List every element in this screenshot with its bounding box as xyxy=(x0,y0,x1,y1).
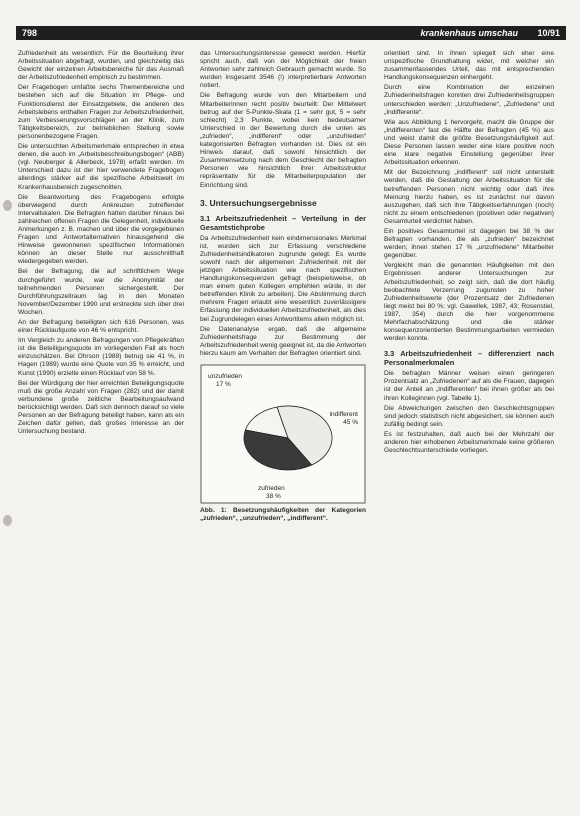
paragraph: Die Datenanalyse ergab, daß die allgemeine Zufriedenheitsfrage zur Bestimmung der Arbeitszufriedenheit wenig geeignet ist, da die Antworten hierzu kaum am Verhalten der Befragten orientiert sind. xyxy=(200,325,366,357)
paragraph: Vergleicht man die genannten Häufigkeiten mit den Ergebnissen anderer Untersuchungen zur Arbeitszufriedenheit, so zeigt sich, daß die dort häufig beobachtete Verzerrung zugunsten zu hoher Zufriedenheitswerte (der Prozentsatz der Zufriedenen liegt meist bei 80 %; vgl. Gawellek, 1987, 43; Rosenstiel, 1987, 354) durch die hier vorgenommene Mehrfachabschätzung und die stärker konsequenzorientierten Bestimmungsarbeiten vermieden werden konnte. xyxy=(384,262,554,343)
paragraph: Zufriedenheit als wesentlich. Für die Beurteilung ihrer Arbeitssituation abgefragt, wurden, und gleichzeitig das Gewicht der einzelnen Arbeitsbereiche für das Ausmaß der Arbeitszufriedenheit empirisch zu bestimmen. xyxy=(18,50,184,82)
binding-hole-mark xyxy=(3,200,12,211)
slice-value-label: 17 % xyxy=(216,381,231,388)
issue-number: 10/91 xyxy=(537,28,560,38)
slice-value-label: 45 % xyxy=(343,419,358,426)
journal-title: krankenhaus umschau xyxy=(420,28,518,38)
paragraph: Ein positives Gesamturteil ist dagegen bei 38 % der Befragten vorhanden, die als „zufrieden“ bezeichnet werden; ihnen stehen 17 % „unzufriedene“ Mitarbeiter gegenüber. xyxy=(384,227,554,260)
section-heading: 3. Untersuchungsergebnisse xyxy=(200,197,317,208)
figure-caption: Abb. 1: Besetzungshäufigkeiten der Kategorien „zufrieden“, „unzufrieden“, „indifferent“. xyxy=(200,507,366,522)
paragraph: Die Beantwortung des Fragebogens erfolgte überwiegend durch Ankreuzen zutreffender Intervallskalen. Die Befragten hatten darüber hinaus bei zahlreichen offenen Fragen die Gelegenheit, individuelle Anmerkungen z. B. machen und über die vorgegebenen Fragen und Antwortalternativen hinausgehend die Hinweise gewonnenen spezifischen Informationen können an dieser Stelle nur ausschnitthaft wiedergegeben werden. xyxy=(18,193,184,266)
paragraph: das Untersuchungsinteresse geweckt werden. Hierfür spricht auch, daß von der Möglichkeit der freien Antworten sehr zahlreich Gebrauch gemacht wurde. So wurden insgesamt 3546 (!) interpretierbare Antworten notiert. xyxy=(200,50,366,90)
text-column-left xyxy=(18,50,184,810)
paragraph: Es ist festzuhalten, daß auch bei der Mehrzahl der anderen hier erhobenen Arbeitsmerkmale keine größeren Geschlechtsunterschiede vorliegen. xyxy=(384,430,554,455)
subsection-heading: 3.3 Arbeitszufriedenheit – differenziert nach Personalmerkmalen xyxy=(384,349,554,368)
paragraph: Da Arbeitszufriedenheit kein eindimensionales Merkmal ist, wurden sich zur Erfassung verschiedene Zufriedenheitsindikatoren zugrunde gelegt. Es wurde sowohl nach der allgemeinen Zufriedenheit mit der jetzigen Arbeitssituation wie nach spezifischen Handlungskonsequenzen gefragt (beispielsweise, ob man einem guten Kollegen empfehlen würde, in der betreffenden Klinik zu arbeiten). Die Abstimmung durch mehrere Fragen erlaubt eine wesentlich zuverlässigere Erfassung der individuellen Arbeitszufriedenheit, als dies bei Zugrundelegen eines Antwortitems allein möglich ist. xyxy=(200,234,366,323)
slice-label: zufrieden xyxy=(258,485,285,492)
paragraph: Die Abweichungen zwischen den Geschlechtsgruppen sind jedoch statistisch nicht abgesichert, sie können auch zufällig bedingt sein. xyxy=(384,404,554,428)
paragraph: Die Befragung wurde von den Mitarbeitern und Mitarbeiterinnen recht positiv beurteilt: Der Mittelwert betrug auf der 5-Punkte-Skala (1 = sehr gut, 5 = sehr schlecht) 2,3 Punkte, wobei kein bedeutsamer Unterschied in der Bewertung durch die unten als „zufrieden“, „indifferent“ oder „unzufrieden“ kategorisierten Befragten vorhanden ist. Dies ist ein Hinweis darauf, daß sowohl hinsichtlich der Zusammensetzung nach dem Geschlecht der befragten Personen wie hinsichtlich ihrer Arbeitsstruktur repräsentativ für die Mitarbeiterpopulation der Einrichtung sind. xyxy=(200,92,366,189)
text-column-middle xyxy=(200,50,366,810)
paragraph: Die befragten Männer weisen einen geringeren Prozentsatz an „Zufriedenen“ auf als die Frauen, dagegen ist der Anteil an „Indifferenten“ bei ihnen größer als bei ihren Kolleginnen (vgl. Tabelle 1). xyxy=(384,370,554,402)
paragraph: Der Fragebogen umfaßte sechs Themenbereiche und bestehen sich auf die Situation im Pflege- und Funktionsdienst der Einsatzgebiete, die anderen des Arbeitslebens enthalten Fragen zur Arbeitszufriedenheit, zum Verbesserungsvorschlägen an der Klinik, zum Tätigkeitsbereich, zur betrieblichen Stellung sowie personenbezogene Fragen. xyxy=(18,84,184,140)
paragraph: Bei der Befragung, die auf schriftlichem Wege durchgeführt wurde, war die Anonymität der teilnehmenden Personen sichergestellt. Der Durchführungszeitraum lag in den Monaten November/Dezember 1990 und erstreckte sich über drei Wochen. xyxy=(18,268,184,316)
slice-label: unzufrieden xyxy=(208,373,242,380)
paragraph: Durch eine Kombination der einzelnen Zufriedenheitsfragen konnten drei Zufriedenheitsgruppen unterschieden werden: „Unzufriedene“, „Zufriedene“ und „Indifferente“. xyxy=(384,84,554,116)
paragraph: orientiert sind. In ihnen spiegelt sich eher eine unspezifische Grundhaltung wider, mit welcher ein zusammenfassendes Urteil, das mit entsprechenden Handlungskonsequenzen einhergeht. xyxy=(384,50,554,82)
paragraph: Im Vergleich zu anderen Befragungen von Pflegekräften ist die Beteiligungsquote im vorliegenden Fall als hoch einzuschätzen. Bei Ohrson (1989) betrug sie 41 %, in Hagen (1989) wurde eine Quote von 35 % erreicht, und Kunst (1990) erzielte einen Rücklauf von 58 %. xyxy=(18,337,184,377)
binding-hole-mark xyxy=(3,515,12,526)
subsection-heading: 3.1 Arbeitszufriedenheit – Verteilung in der Gesamtstichprobe xyxy=(200,213,366,232)
paragraph: Bei der Würdigung der hier erreichten Beteiligungsquote muß die große Anzahl von Fragen (282) und der damit verbundene große zeitliche Bearbeitungsaufwand berücksichtigt werden. Daß sich dennoch darauf so viele Personen an der Befragung beteiligt haben, kann als ein Zeichen dafür gelten, daß großes Interesse an der Untersuchung bestand. xyxy=(18,379,184,436)
slice-label: indifferent xyxy=(329,411,358,418)
paragraph: An der Befragung beteiligten sich 616 Personen, was einer Rücklaufquote von 46 % entspricht. xyxy=(18,319,184,335)
paragraph: Wie aus Abbildung 1 hervorgeht, macht die Gruppe der „Indifferenten“ fast die Hälfte der Befragten (45 %) aus und weist damit die größte Besetzungshäufigkeit auf. Diese Personen lassen weder eine klare positive noch eine klare negative Einstellung gegenüber ihrer Arbeitssituation erkennen. xyxy=(384,118,554,167)
pie-chart xyxy=(200,364,366,504)
paragraph: Die untersuchten Arbeitsmerkmale entsprechen in etwa denen, die auch im „Arbeitsbeschreibungsbogen“ (ABB) (vgl. Neuberger & Allerbeck, 1978) erfaßt werden. Im Unterschied dazu ist der hier verwendete Fragebogen allerdings stärker auf die spezifische Arbeitswelt im Krankenhausbereich zugeschnitten. xyxy=(18,143,184,191)
paragraph: Mit der Bezeichnung „indifferent“ soll nicht unterstellt werden, daß die Gestaltung der Arbeitssituation für die betreffenden Personen nicht wichtig oder daß ihre Meinung hierzu haben, es ist zunächst nur davon auszugehen, daß sich ihre Tätigkeitserfahrungen (noch) nicht zu einem entschiedenen (positiven oder negativen) Gesamturteil verdichtet haben. xyxy=(384,169,554,225)
pie-chart-figure xyxy=(200,364,366,504)
text-column-right xyxy=(384,50,554,810)
slice-value-label: 38 % xyxy=(266,493,281,500)
page-number: 798 xyxy=(22,28,38,38)
page-header-bar xyxy=(16,26,566,40)
